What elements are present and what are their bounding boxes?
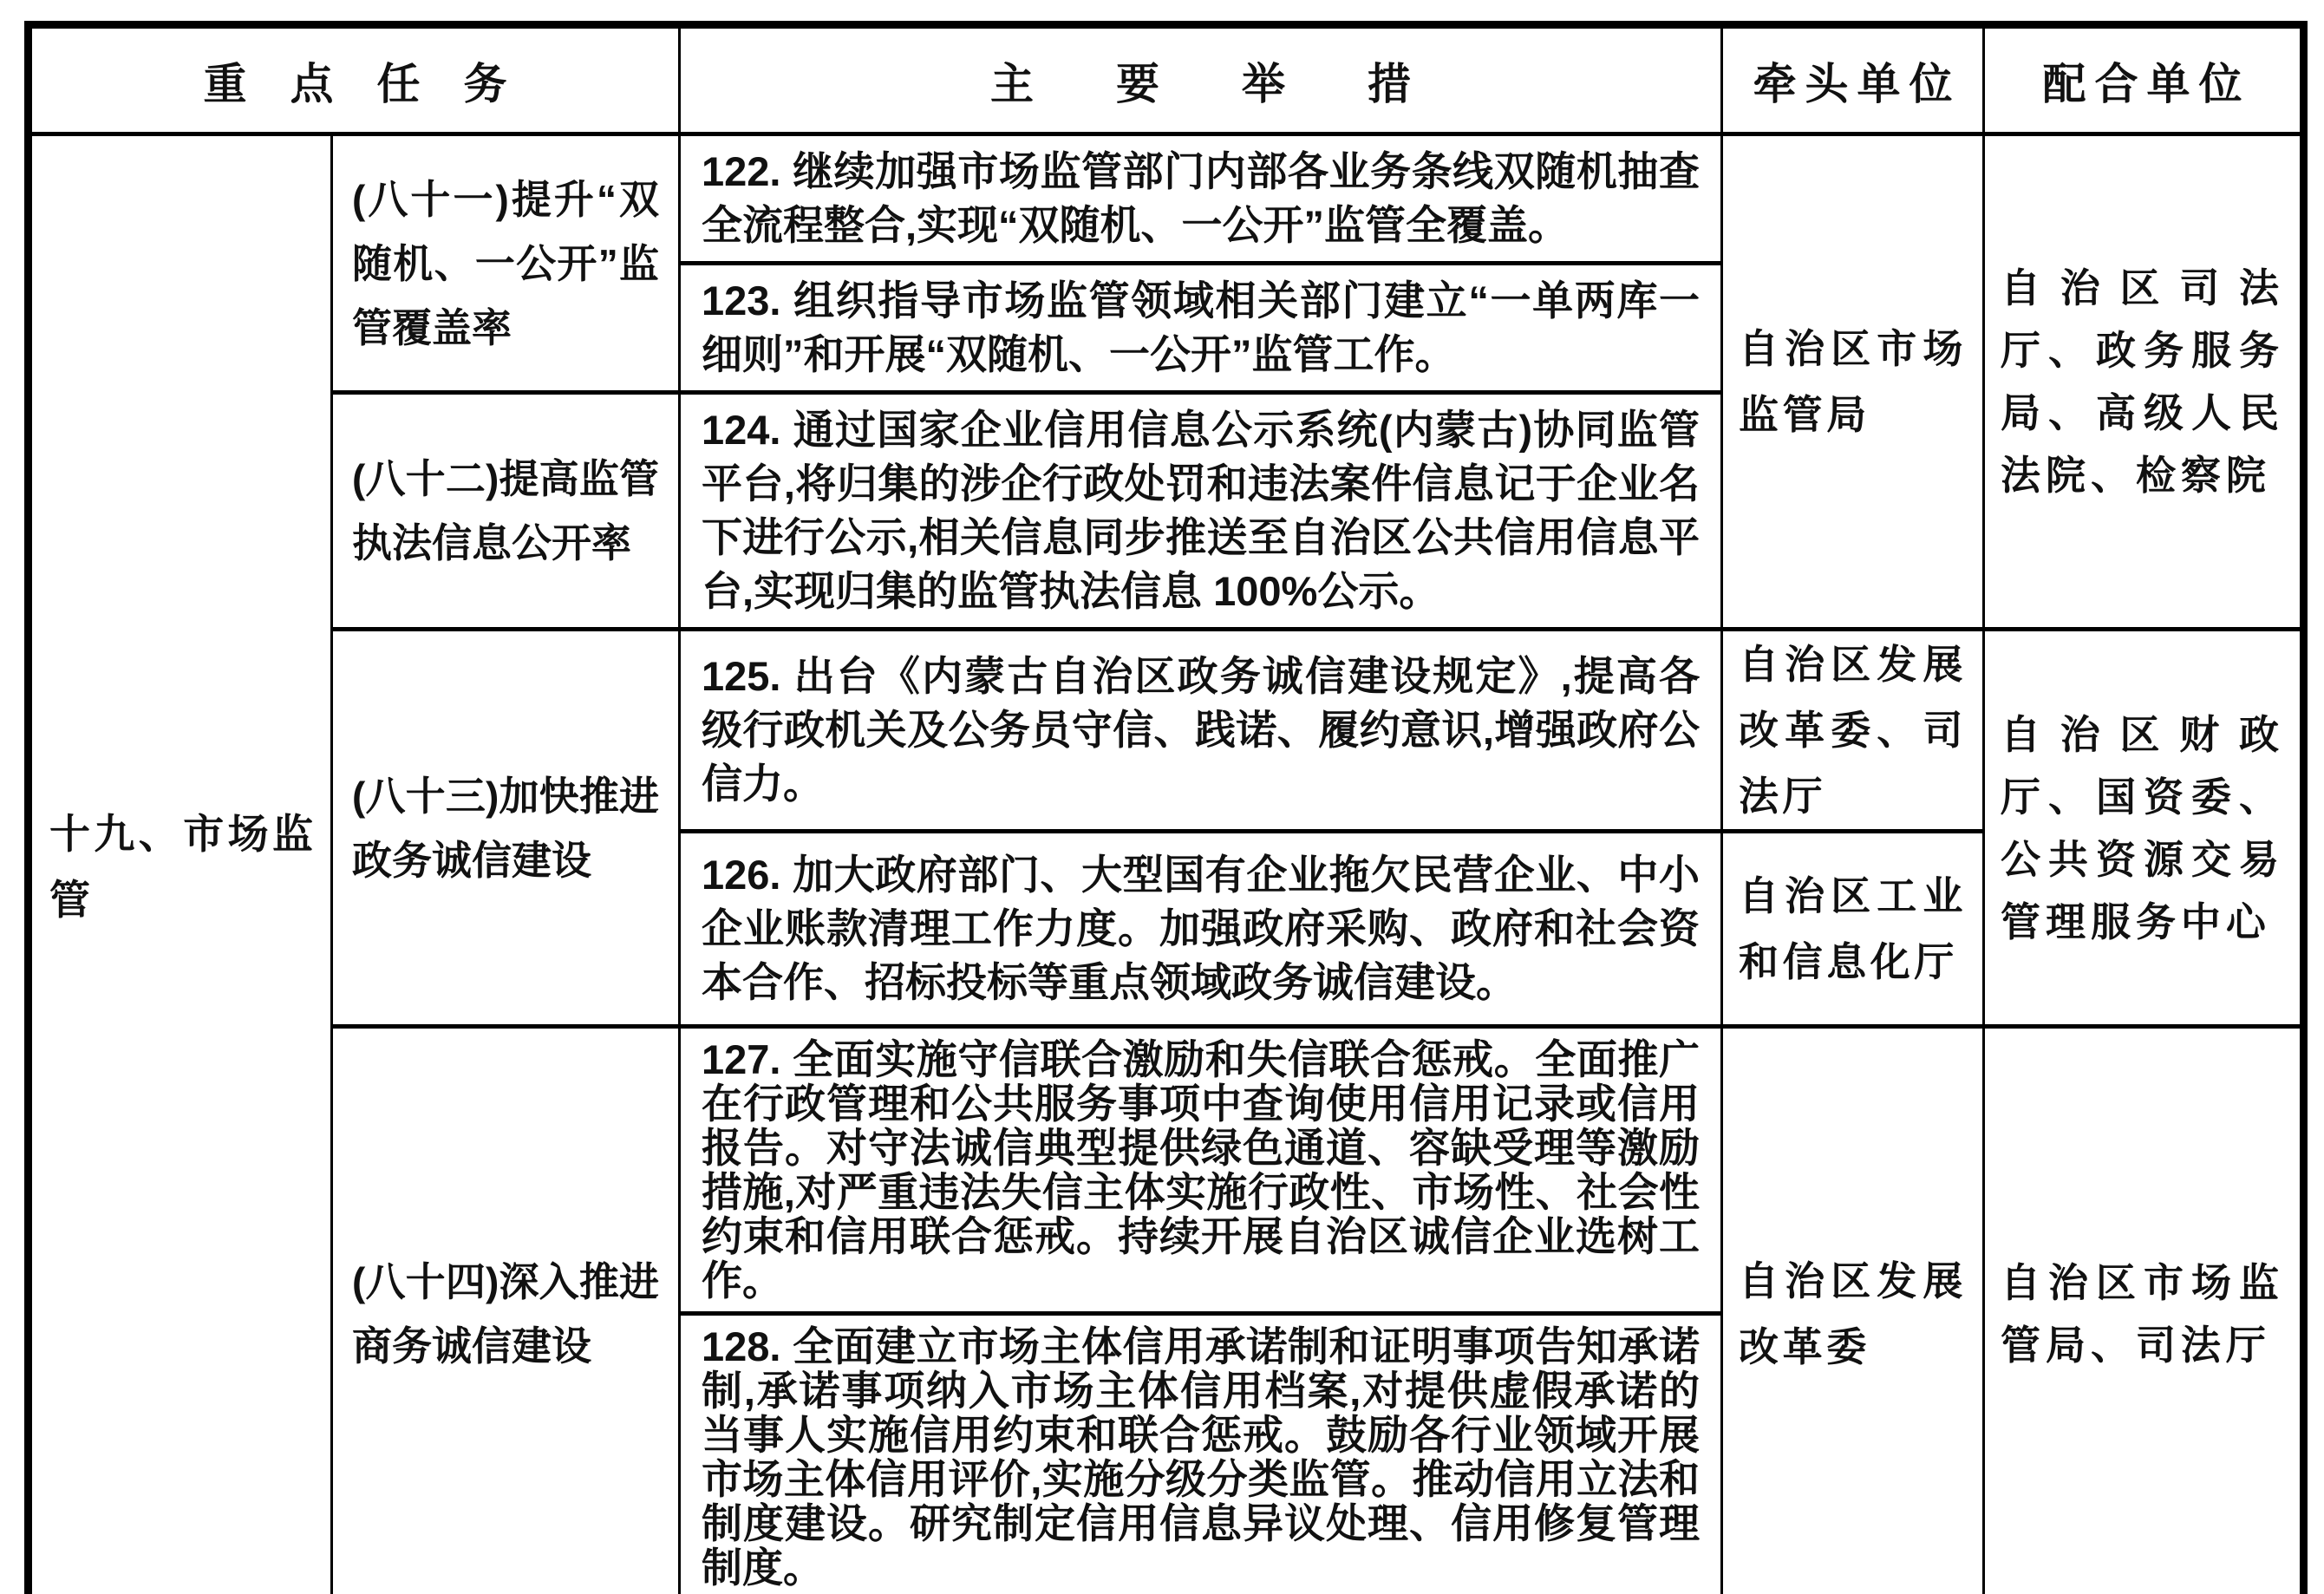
measure-cell-128: 128. 全面建立市场主体信用承诺制和证明事项告知承诺制,承诺事项纳入市场主体信用档案,对提供虚假承诺的当事人实施信用约束和联合惩戒。鼓励各行业领域开展市场主体信用评价,实施分级分类监管。推动信用立法和制度建设。研究制定信用信息异议处理、信用修复管理制度。	[680, 1314, 1722, 1594]
header-row	[29, 25, 2304, 134]
task-cell-83: (八十三)加快推进政务诚信建设	[332, 630, 680, 1027]
header-lead-unit: 牵头单位	[1722, 25, 1984, 134]
header-key-tasks: 重点任务	[29, 25, 680, 134]
measure-cell-124: 124. 通过国家企业信用信息公示系统(内蒙古)协同监管平台,将归集的涉企行政处罚和违法案件信息记于企业名下进行公示,相关信息同步推送至自治区公共信用信息平台,实现归集的监管执法信息 100%公示。	[680, 393, 1722, 630]
measure-cell-126: 126. 加大政府部门、大型国有企业拖欠民营企业、中小企业账款清理工作力度。加强政府采购、政府和社会资本合作、招标投标等重点领域政务诚信建设。	[680, 832, 1722, 1027]
lead-unit-cell-127-128: 自治区发展改革委	[1722, 1027, 1984, 1594]
header-support-unit: 配合单位	[1984, 25, 2304, 134]
task-cell-81: (八十一)提升“双随机、一公开”监管覆盖率	[332, 134, 680, 393]
table-row	[29, 1027, 2304, 1314]
lead-unit-cell-125: 自治区发展改革委、司法厅	[1722, 630, 1984, 832]
support-unit-cell-125-126: 自治区财政厅、国资委、公共资源交易管理服务中心	[1984, 630, 2304, 1027]
lead-unit-cell-126: 自治区工业和信息化厅	[1722, 832, 1984, 1027]
table-row	[29, 134, 2304, 264]
table-row	[29, 630, 2304, 832]
task-measures-table	[24, 21, 2308, 1594]
lead-unit-cell-122-124: 自治区市场监管局	[1722, 134, 1984, 630]
measure-cell-123: 123. 组织指导市场监管领域相关部门建立“一单两库一细则”和开展“双随机、一公开”监管工作。	[680, 264, 1722, 393]
task-cell-82: (八十二)提高监管执法信息公开率	[332, 393, 680, 630]
task-cell-84: (八十四)深入推进商务诚信建设	[332, 1027, 680, 1594]
header-main-measures: 主要举措	[680, 25, 1722, 134]
category-cell-market-regulation: 十九、市场监管	[29, 134, 332, 1594]
support-unit-cell-127-128: 自治区市场监管局、司法厅	[1984, 1027, 2304, 1594]
support-unit-cell-122-124: 自治区司法厅、政务服务局、高级人民法院、检察院	[1984, 134, 2304, 630]
measure-cell-127: 127. 全面实施守信联合激励和失信联合惩戒。全面推广在行政管理和公共服务事项中查询使用信用记录或信用报告。对守法诚信典型提供绿色通道、容缺受理等激励措施,对严重违法失信主体实施行政性、市场性、社会性约束和信用联合惩戒。持续开展自治区诚信企业选树工作。	[680, 1027, 1722, 1314]
measure-cell-122: 122. 继续加强市场监管部门内部各业务条线双随机抽查全流程整合,实现“双随机、一公开”监管全覆盖。	[680, 134, 1722, 264]
measure-cell-125: 125. 出台《内蒙古自治区政务诚信建设规定》,提高各级行政机关及公务员守信、践诺、履约意识,增强政府公信力。	[680, 630, 1722, 832]
